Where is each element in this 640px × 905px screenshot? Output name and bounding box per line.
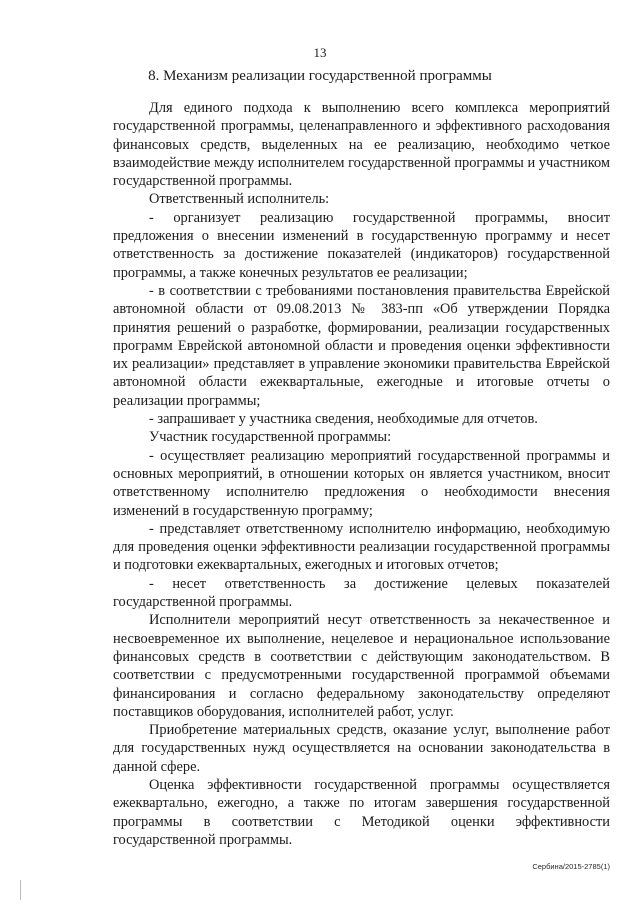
paragraph-participant-heading: Участник государственной программы: [149,429,392,446]
section-title: 8. Механизм реализации государственной программы [148,68,492,84]
paragraph-responsible-item-3: - запрашивает у участника сведения, необходимые для отчетов. [149,411,538,428]
paragraph-procurement: Приобретение материальных средств, оказание услуг, выполнение работ для государственных нужд осуществляется на основании законодательства в данной сфере. [113,722,610,775]
paragraph-responsible-item-2: - в соответствии с требованиями постановления правительства Еврейской автономной области от 09.08.2013 № 383-пп «Об утверждении Порядка принятия решений о разработке, формировании, реализации государственных программ Еврейской автономной области и проведения оценки эффективности их реализации» представляет в управление экономики правительства Еврейской автономной области ежеквартальные, ежегодные и итоговые отчеты о реализации программы; [113,282,610,409]
paragraph-participant-item-1: - осуществляет реализацию мероприятий государственной программы и основных мероприятий, в отношении которых он является участником, вносит ответственному исполнителю предложения о необходимости внесения изменений в государственную программу; [113,447,610,519]
paragraph-participant-item-2: - представляет ответственному исполнителю информацию, необходимую для проведения оценки эффективности реализации государственной программы и подготовки ежеквартальных, ежегодных и итоговых отчетов; [113,520,610,574]
page-number: 13 [313,45,327,60]
footer-document-code: Сербина/2015-2785(1) [532,862,610,871]
paragraph-executors: Исполнители мероприятий несут ответственность за некачественное и несвоевременное их выполнение, нецелевое и нерациональное использование финансовых средств в соответствии с действующим законодательством. В соответствии с предусмотренными государственной программой объемами финансирования и согласно федеральному законодательству определяют поставщиков оборудования, исполнителей работ, услуг. [113,612,610,720]
paragraph-responsible-heading: Ответственный исполнитель: [149,191,330,208]
section-body [113,99,610,849]
binding-margin-line [20,880,21,900]
paragraph-participant-item-3: - несет ответственность за достижение целевых показателей государственной программы. [113,575,610,611]
paragraph-responsible-item-1: - организует реализацию государственной программы, вносит предложения о внесении изменений в государственную программу и несет ответственность за достижение показателей (индикаторов) государственной программы, а также конечных результатов ее реализации; [113,209,610,281]
paragraph-evaluation: Оценка эффективности государственной программы осуществляется ежеквартально, ежегодно, а также по итогам завершения государственной программы в соответствии с Методикой оценки эффективности государственной программы. [113,776,610,848]
paragraph-intro: Для единого подхода к выполнению всего комплекса мероприятий государственной программы, целенаправленного и эффективного расходования финансовых средств, выделенных на ее реализацию, необходимо четкое взаимодействие между исполнителем государственной программы и участником государственной программы. [113,100,610,190]
